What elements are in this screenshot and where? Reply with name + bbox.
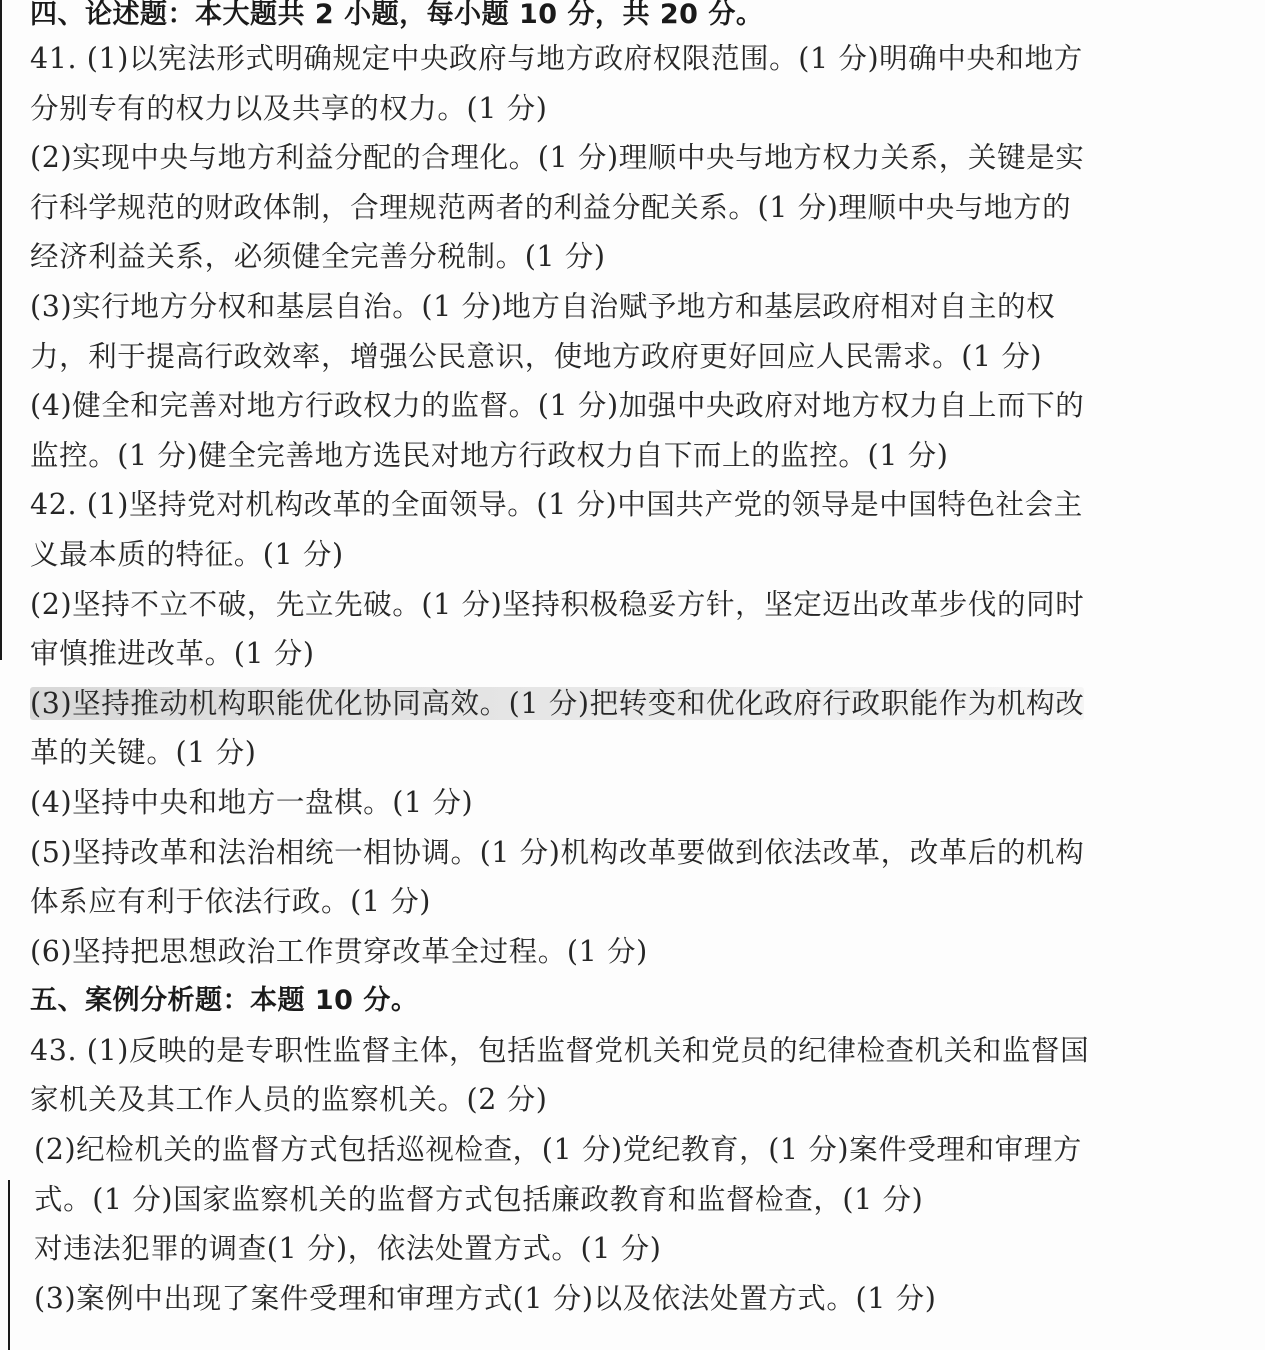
answer-43-line-3: (2)纪检机关的监督方式包括巡视检查，(1 分)党纪教育，(1 分)案件受理和审理方 [34, 1133, 1082, 1167]
answer-42-line-8: (5)坚持改革和法治相统一相协调。(1 分)机构改革要做到依法改革，改革后的机构 [30, 835, 1085, 869]
left-margin-rule [0, 0, 2, 660]
answer-41-line-8: (4)健全和完善对地方行政权力的监督。(1 分)加强中央政府对地方权力自上而下的 [30, 389, 1085, 423]
answer-42-line-2: 义最本质的特征。(1 分) [30, 537, 344, 571]
answer-42-line-5-text: (3)坚持推动机构职能优化协同高效。(1 分)把转变和优化政府行政职能作为机构改 [30, 686, 1085, 720]
document-body [30, 0, 1230, 1323]
answer-41-line-3: (2)实现中央与地方利益分配的合理化。(1 分)理顺中央与地方权力关系，关键是实 [30, 141, 1085, 175]
answer-41-line-9: 监控。(1 分)健全完善地方选民对地方行政权力自下而上的监控。(1 分) [30, 438, 949, 472]
answer-42-line-10: (6)坚持把思想政治工作贯穿改革全过程。(1 分) [30, 934, 648, 968]
answer-42-line-6: 革的关键。(1 分) [30, 736, 257, 770]
answer-43-line-2: 家机关及其工作人员的监察机关。(2 分) [30, 1083, 548, 1117]
answer-42-line-1: 42. (1)坚持党对机构改革的全面领导。(1 分)中国共产党的领导是中国特色社会主 [30, 488, 1083, 522]
answer-41-line-7: 力，利于提高行政效率，增强公民意识，使地方政府更好回应人民需求。(1 分) [30, 339, 1043, 373]
answer-43-line-5: 对违法犯罪的调查(1 分)，依法处置方式。(1 分) [34, 1232, 662, 1266]
answer-41-line-6: (3)实行地方分权和基层自治。(1 分)地方自治赋予地方和基层政府相对自主的权 [30, 289, 1056, 323]
answer-41-line-2: 分别专有的权力以及共享的权力。(1 分) [30, 91, 548, 125]
left-margin-rule-lower [8, 1180, 10, 1350]
section-heading-case-analysis: 五、案例分析题：本题 10 分。 [30, 985, 419, 1017]
answer-42-line-4: 审慎推进改革。(1 分) [30, 637, 315, 671]
answer-41-line-1: 41. (1)以宪法形式明确规定中央政府与地方政府权限范围。(1 分)明确中央和地方 [30, 42, 1083, 75]
answer-42-line-3: (2)坚持不立不破，先立先破。(1 分)坚持积极稳妥方针，坚定迈出改革步伐的同时 [30, 587, 1085, 621]
answer-41-line-4: 行科学规范的财政体制，合理规范两者的利益分配关系。(1 分)理顺中央与地方的 [30, 190, 1072, 224]
answer-43-line-1: 43. (1)反映的是专职性监督主体，包括监督党机关和党员的纪律检查机关和监督国 [30, 1033, 1090, 1067]
answer-43-line-4: 式。(1 分)国家监察机关的监督方式包括廉政教育和监督检查，(1 分) [34, 1182, 924, 1216]
answer-43-line-6: (3)案例中出现了案件受理和审理方式(1 分)以及依法处置方式。(1 分) [34, 1281, 937, 1315]
answer-42-line-9: 体系应有利于依法行政。(1 分) [30, 885, 432, 919]
answer-42-line-5 [30, 679, 1230, 729]
section-heading-essay: 四、论述题：本大题共 2 小题，每小题 10 分，共 20 分。 [30, 0, 764, 30]
answer-42-line-7: (4)坚持中央和地方一盘棋。(1 分) [30, 785, 474, 819]
answer-41-line-5: 经济利益关系，必须健全完善分税制。(1 分) [30, 240, 606, 274]
